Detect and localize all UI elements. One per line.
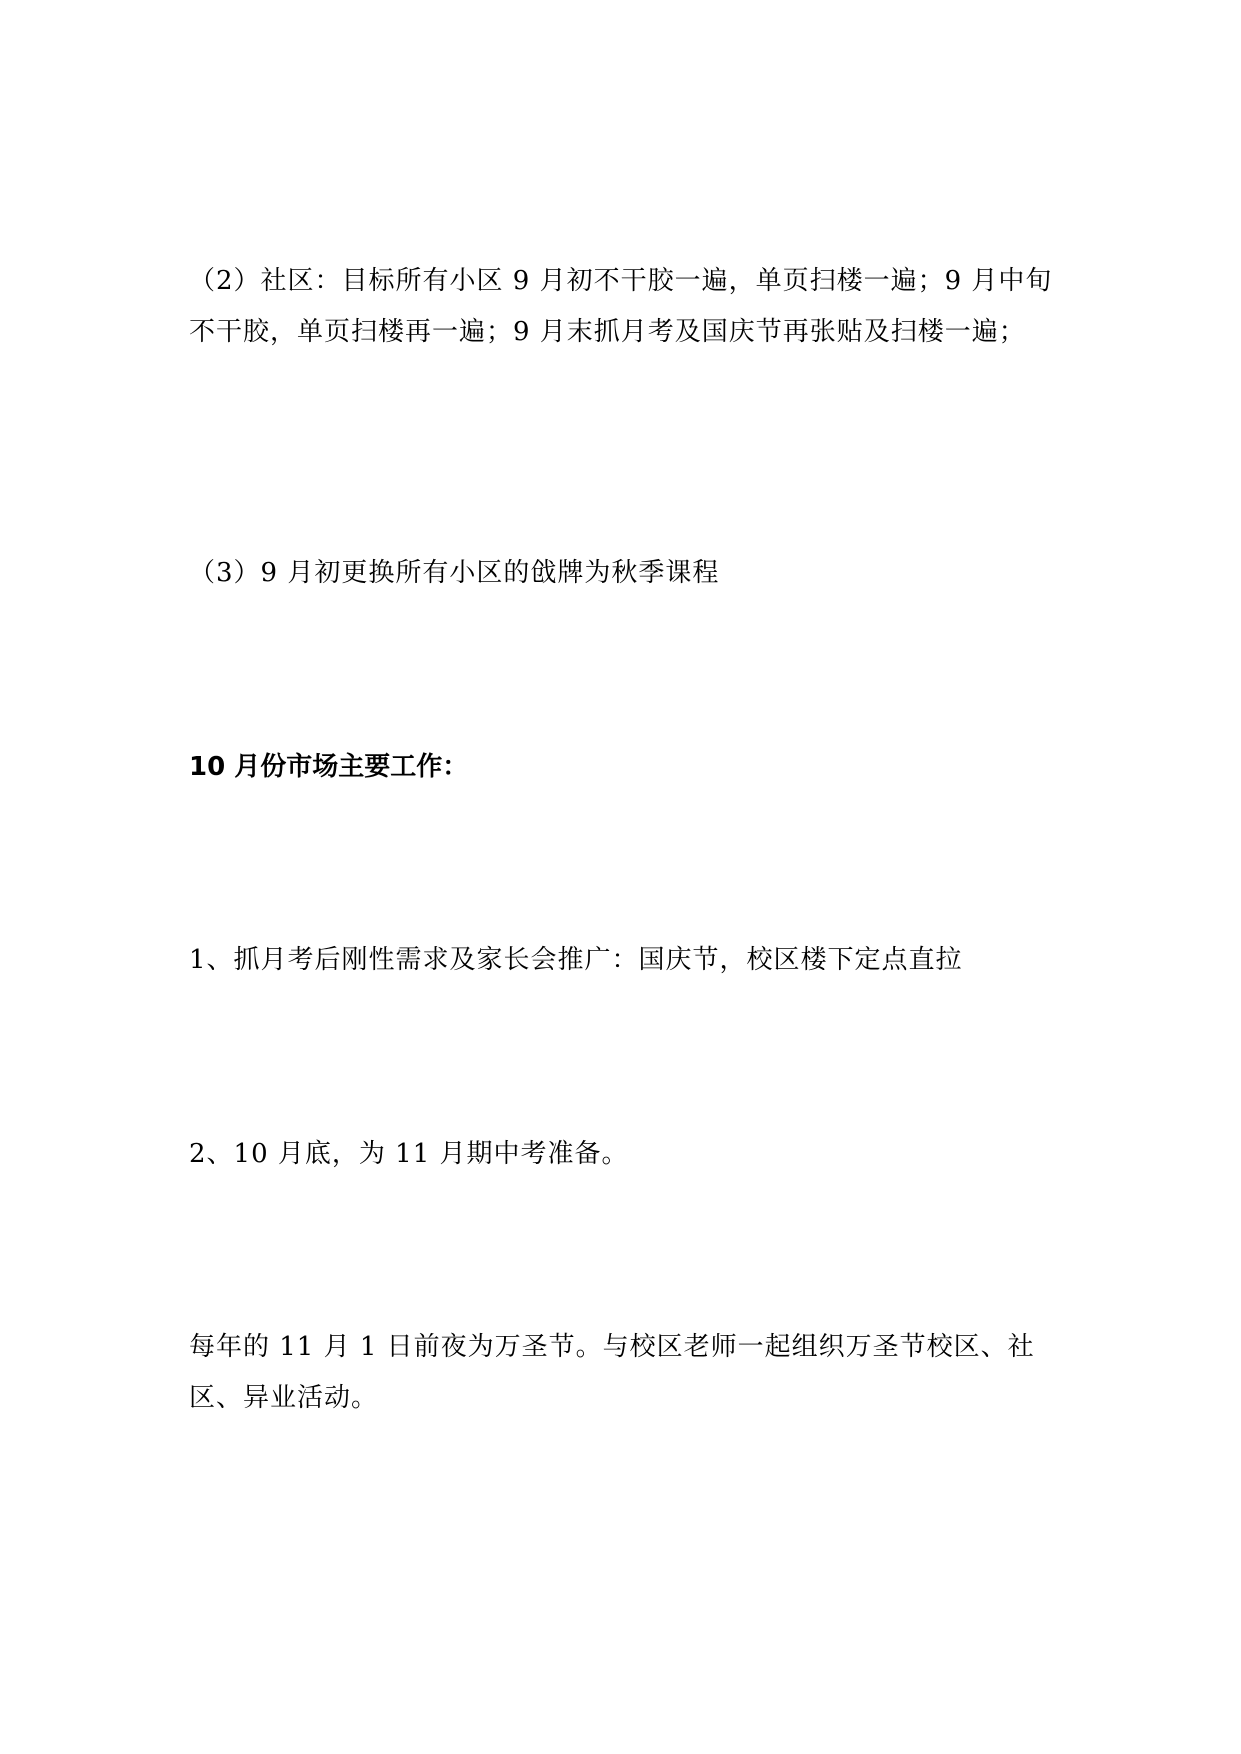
- paragraph-sign-replacement: （3）9 月初更换所有小区的戗牌为秋季课程: [189, 558, 720, 588]
- paragraph-halloween: 每年的 11 月 1 日前夜为万圣节。与校区老师一起组织万圣节校区、社区、异业活动。: [189, 1332, 1035, 1413]
- paragraph-october-item-2: 2、10 月底，为 11 月期中考准备。: [189, 1139, 629, 1169]
- section-heading-october: 10 月份市场主要工作：: [189, 752, 469, 782]
- paragraph-october-item-1: 1、抓月考后刚性需求及家长会推广：国庆节，校区楼下定点直拉: [189, 945, 963, 975]
- paragraph-community-plan: （2）社区：目标所有小区 9 月初不干胶一遍，单页扫楼一遍；9 月中旬不干胶，单页扫楼再一遍；9 月末抓月考及国庆节再张贴及扫楼一遍；: [189, 266, 1053, 347]
